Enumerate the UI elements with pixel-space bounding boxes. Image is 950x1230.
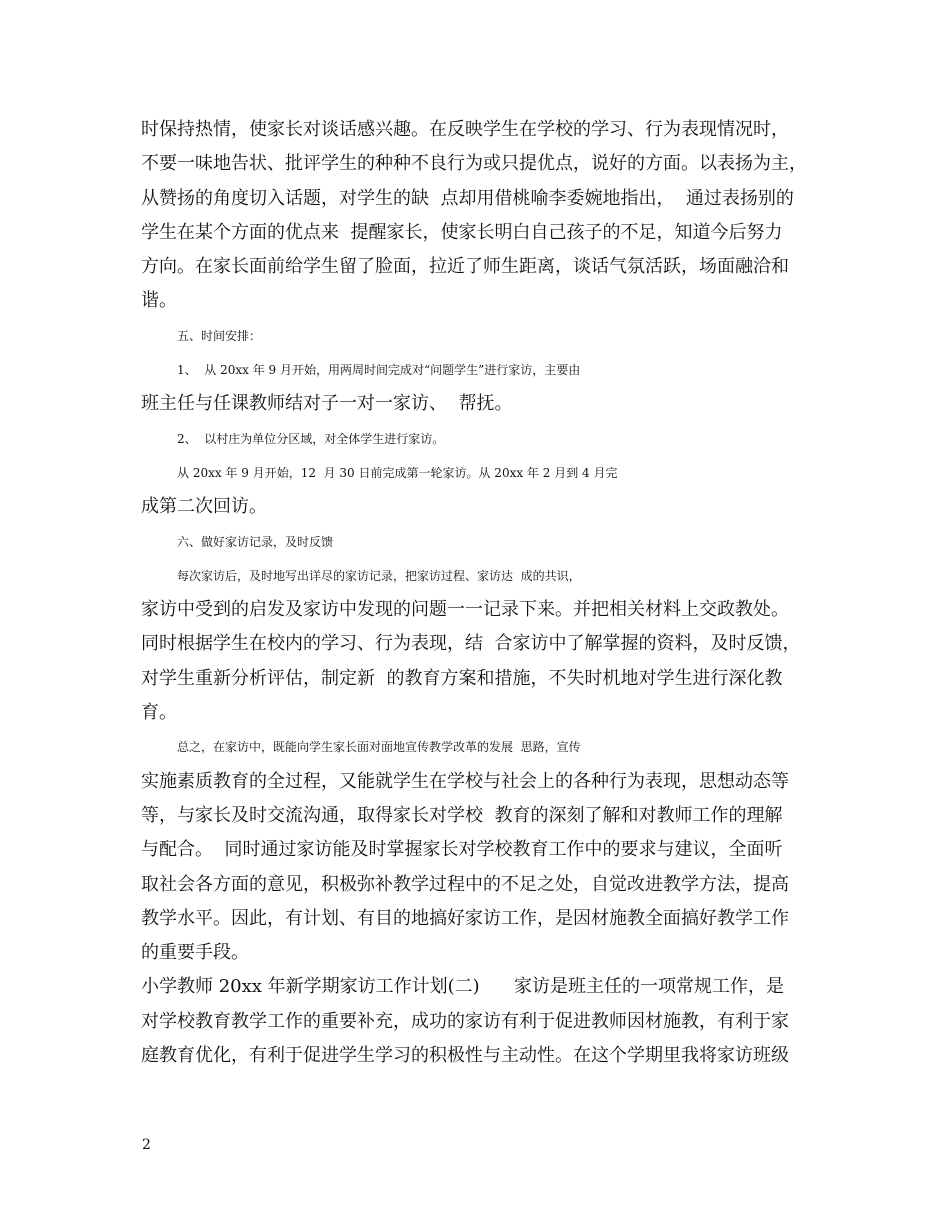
text-line: 不要一味地告状、批评学生的种种不良行为或只提优点，说好的方面。以表扬为主，: [141, 153, 807, 175]
text-line: 等，与家长及时交流沟通，取得家长对学校 教育的深刻了解和对教师工作的理解: [141, 804, 783, 826]
text-line: 的重要手段。: [141, 942, 249, 964]
text-line: 时保持热情，使家长对谈话感兴趣。在反映学生在学校的学习、行为表现情况时，: [141, 119, 789, 140]
text-line: 2、 以村庄为单位分区域，对全体学生进行家访。: [177, 431, 445, 446]
text-line: 实施素质教育的全过程，又能就学生在学校与社会上的各种行为表现，思想动态等: [141, 770, 789, 792]
text-line: 六、做好家访记录，及时反馈: [177, 534, 334, 549]
text-line: 从赞扬的角度切入话题，对学生的缺 点却用借桃喻李委婉地指出， 通过表扬别的: [141, 187, 794, 209]
page-number: 2: [142, 1137, 151, 1153]
text-line: 与配合。 同时通过家访能及时掌握家长对学校教育工作中的要求与建议，全面听: [141, 839, 783, 861]
text-line: 对学校教育教学工作的重要补充，成功的家访有利于促进教师因材施教，有利于家: [141, 1010, 789, 1032]
text-line: 家访中受到的启发及家访中发现的问题一一记录下来。并把相关材料上交政教处。: [141, 599, 789, 621]
text-line: 五、时间安排：: [177, 328, 262, 343]
text-line: 谐。: [141, 290, 177, 312]
text-line: 班主任与任课教师结对子一对一家访、 帮抚。: [141, 393, 513, 415]
text-line: 方向。在家长面前给学生留了脸面，拉近了师生距离，谈话气氛活跃，场面融洽和: [141, 256, 789, 278]
text-line: 取社会各方面的意见，积极弥补教学过程中的不足之处，自觉改进教学方法，提高: [141, 873, 789, 895]
text-line: 每次家访后，及时地写出详尽的家访记录，把家访过程、家访达 成的共识，: [177, 568, 581, 583]
text-line: 庭教育优化，有利于促进学生学习的积极性与主动性。在这个学期里我将家访班级: [141, 1045, 789, 1067]
text-line: 育。: [141, 702, 177, 724]
body-text: [141, 113, 821, 1073]
text-line: 总之，在家访中，既能向学生家长面对面地宣传教学改革的发展 思路，宣传: [177, 740, 581, 755]
text-line: 小学教师 20xx 年新学期家访工作计划(二) 家访是班主任的一项常规工作，是: [141, 976, 785, 998]
text-line: 学生在某个方面的优点来 提醒家长，使家长明白自己孩子的不足，知道今后努力: [141, 221, 783, 243]
text-line: 同时根据学生在校内的学习、行为表现，结 合家访中了解掌握的资料，及时反馈，: [141, 633, 801, 655]
text-line: 1、 从 20xx 年 9 月开始，用两周时间完成对“问题学生”进行家访，主要由: [177, 363, 581, 378]
text-line: 成第二次回访。: [141, 496, 267, 518]
text-line: 从 20xx 年 9 月开始，12 月 30 日前完成第一轮家访。从 20xx 年 2 月到 4 月完: [177, 465, 618, 480]
text-line: 教学水平。因此，有计划、有目的地搞好家访工作，是因材施教全面搞好教学工作: [141, 907, 789, 929]
text-line: 对学生重新分析评估，制定新 的教育方案和措施，不失时机地对学生进行深化教: [141, 667, 783, 689]
